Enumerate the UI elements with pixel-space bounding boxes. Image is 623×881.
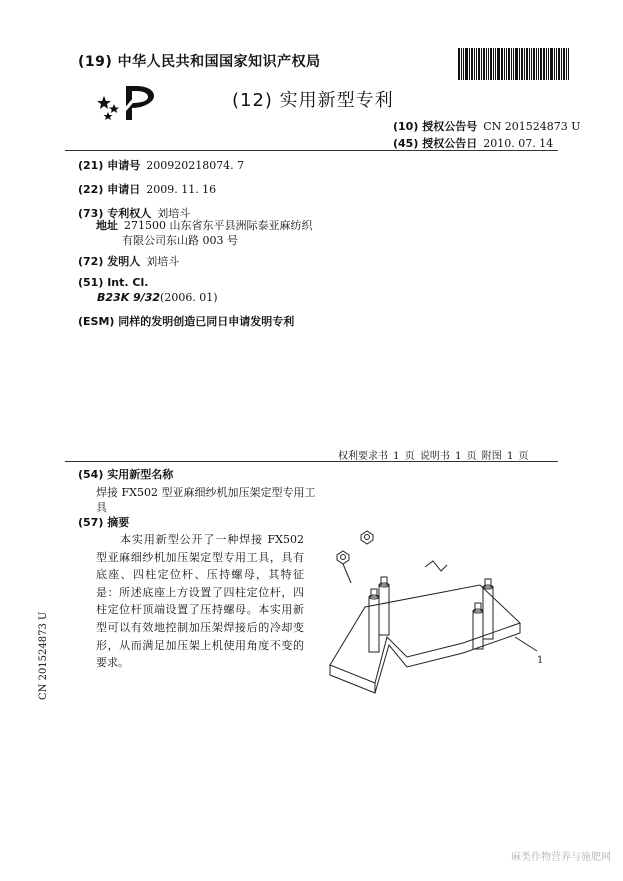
barcode-bar	[495, 48, 496, 80]
barcode-bar	[486, 48, 487, 80]
barcode-bar	[536, 48, 537, 80]
watermark: 麻类作物营养与施肥网	[511, 852, 611, 863]
barcode-bar	[476, 48, 477, 80]
barcode-bar	[533, 48, 536, 80]
barcode-bar	[481, 48, 482, 80]
filing-date-label: (22) 申请日	[78, 183, 141, 196]
barcode-bar	[478, 48, 480, 80]
barcode-bar	[515, 48, 518, 80]
barcode-bar	[490, 48, 492, 80]
side-publication-code: CN 201524873 U	[38, 611, 49, 700]
patent-type-heading: (12) 实用新型专利	[232, 90, 394, 111]
barcode-bar	[504, 48, 505, 80]
inventor	[78, 253, 179, 269]
patentee-label: (73) 专利权人	[78, 207, 152, 220]
barcode-bar	[548, 48, 549, 80]
locating-post	[483, 579, 493, 639]
title-label	[78, 466, 173, 482]
leader-line	[425, 561, 447, 571]
address-line1: 271500 山东省东平县洲际泰亚麻纺织	[124, 219, 313, 232]
publication-date	[393, 135, 553, 151]
intcl-label-text: (51) Int. Cl.	[78, 276, 149, 289]
barcode-bar	[506, 48, 507, 80]
esm-note	[78, 313, 294, 329]
application-number-label: (21) 申请号	[78, 159, 141, 172]
barcode-bar	[513, 48, 514, 80]
filing-date	[78, 181, 216, 197]
barcode-icon	[458, 48, 570, 80]
ipc-classification	[97, 291, 218, 304]
press-nut	[361, 531, 373, 544]
barcode-bar	[493, 48, 494, 80]
address-line2: 有限公司东山路 003 号	[122, 234, 238, 247]
publication-number	[393, 118, 581, 134]
ipc-code: B23K 9/32	[97, 291, 161, 304]
barcode-bar	[461, 48, 462, 80]
publication-date-label: (45) 授权公告日	[393, 137, 478, 150]
barcode-bar	[550, 48, 553, 80]
barcode-bar	[483, 48, 486, 80]
barcode-bar	[469, 48, 470, 80]
barcode-bar	[524, 48, 525, 80]
barcode-bar	[508, 48, 510, 80]
title-line1: 焊接 FX502 型亚麻细纱机加压架定型专用工	[96, 486, 316, 499]
esm-note-text: (ESM) 同样的发明创造已同日申请发明专利	[78, 315, 295, 328]
part-label: 1	[537, 655, 544, 666]
barcode-bar	[465, 48, 468, 80]
patentee-value: 刘培斗	[157, 207, 191, 220]
publication-date-value: 2010. 07. 14	[483, 137, 554, 150]
header-divider	[65, 150, 558, 151]
barcode-bar	[519, 48, 520, 80]
barcode-bar	[497, 48, 500, 80]
barcode-bar	[563, 48, 565, 80]
barcode-bar	[511, 48, 512, 80]
barcode-bar	[471, 48, 473, 80]
inventor-label: (72) 发明人	[78, 255, 141, 268]
title-label-text: (54) 实用新型名称	[78, 468, 174, 481]
page-counts: 权利要求书 1 页 说明书 1 页 附图 1 页	[338, 451, 529, 462]
leader-line-1	[515, 637, 537, 651]
barcode-bar	[540, 48, 542, 80]
barcode-bar	[546, 48, 547, 80]
locating-post	[473, 603, 483, 649]
publication-number-label: (10) 授权公告号	[393, 120, 478, 133]
barcode-bar	[521, 48, 523, 80]
barcode-bar	[568, 48, 569, 80]
abstract-label-text: (57) 摘要	[78, 516, 130, 529]
locating-post	[379, 577, 389, 635]
abstract-label	[78, 514, 129, 530]
application-number	[78, 157, 244, 173]
barcode-bar	[543, 48, 545, 80]
barcode-bar	[529, 48, 530, 80]
barcode-bar	[566, 48, 567, 80]
barcode-bar	[554, 48, 555, 80]
intcl-label	[78, 276, 148, 289]
inventor-value: 刘培斗	[146, 255, 180, 268]
barcode-bar	[526, 48, 528, 80]
press-nut	[337, 551, 351, 583]
barcode-bar	[474, 48, 475, 80]
abstract-text: 本实用新型公开了一种焊接 FX502 型亚麻细纱机加压架定型专用工具，具有底座、四柱定位杆、压持螺母，其特征是：所述底座上方设置了四柱定位杆，四柱定位杆顶端设置了压持螺母。本实用新型可以有效地控制加压架焊接后的冷却变形，从而满足加压架上机使用角度不变的要求。	[96, 533, 304, 670]
barcode-bar	[488, 48, 489, 80]
address	[96, 217, 313, 233]
title-line2: 具	[96, 501, 107, 514]
filing-date-value: 2009. 11. 16	[146, 183, 217, 196]
barcode-bar	[561, 48, 562, 80]
barcode-bar	[531, 48, 532, 80]
barcode-bar	[501, 48, 503, 80]
application-number-value: 200920218074. 7	[146, 159, 245, 172]
address-label: 地址	[96, 219, 118, 232]
barcode-bar	[463, 48, 464, 80]
cnipa-emblem-icon	[96, 82, 160, 122]
ipc-year: (2006. 01)	[160, 291, 218, 304]
issuing-office: (19) 中华人民共和国国家知识产权局	[78, 54, 321, 70]
barcode-bar	[558, 48, 560, 80]
section-divider	[65, 461, 558, 462]
barcode-bar	[556, 48, 557, 80]
publication-number-value: CN 201524873 U	[483, 120, 581, 133]
locating-post	[369, 589, 379, 652]
barcode-bar	[458, 48, 460, 80]
abstract-drawing	[315, 525, 545, 695]
barcode-bar	[538, 48, 539, 80]
